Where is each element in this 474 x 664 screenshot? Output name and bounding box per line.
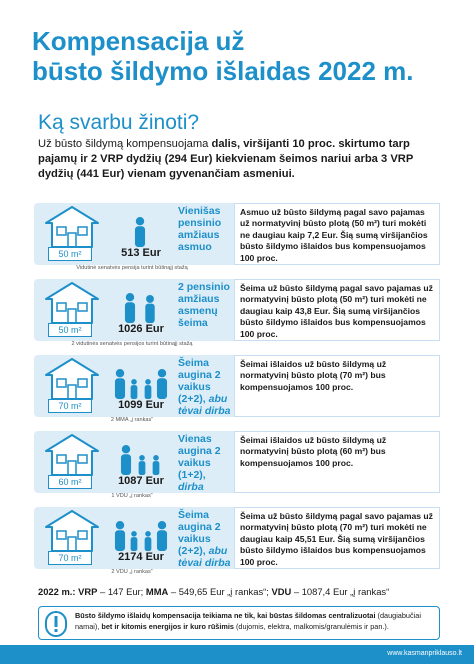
income-amount: 2174 Eur [118, 551, 164, 563]
definitions-line [38, 586, 438, 597]
income-amount: 1099 Eur [118, 399, 164, 411]
area-label: 60 m² [48, 475, 92, 489]
subheading: Ką svarbu žinoti? [38, 111, 200, 134]
explanation-text: Šeima už būsto šildymą pagal savo pajamas už normatyvinį būsto plotą (70 m²) turi mokėti ne daugiau kaip 45,51 Eur. Šią sumą viršijančios būsto šildymo išlaidos bus kompensuojamos 100 proc. [240, 511, 433, 567]
income-amount: 1026 Eur [118, 323, 164, 335]
people-icon [110, 509, 170, 551]
household-type: Vienišas pensinio amžiaus asmuo [178, 205, 222, 253]
website-link[interactable]: www.kasmanpriklauso.lt [387, 650, 462, 657]
vrp-value: – 147 Eur; [97, 586, 146, 597]
household-description [178, 357, 234, 417]
household-note: abu tėvai dirba [178, 393, 231, 417]
example-row [34, 507, 440, 575]
info-text [75, 611, 435, 632]
explanation-text: Šeima už būsto šildymą pagal savo pajamas už normatyvinį būsto plotą (50 m²) turi mokėti ne daugiau kaip 43,8 Eur. Šią sumą viršijančios būsto šildymo išlaidos bus kompensuojamos 100 proc. [240, 283, 433, 339]
vrp-label: VRP [78, 586, 98, 597]
income-source-note: 2 MMA „į rankas“ [110, 417, 154, 423]
people-icon [110, 205, 170, 247]
area-label: 50 m² [48, 323, 92, 337]
page-title [32, 26, 452, 86]
area-label: 70 m² [48, 551, 92, 565]
info-bold-2: bet ir kitomis energijos ir kuro rūšimis [101, 621, 234, 631]
info-icon [45, 611, 67, 635]
income-amount: 1087 Eur [118, 475, 164, 487]
income-source-note: Vidutinė senatvės pensija turint būtinąjį stažą [76, 265, 188, 271]
mma-value: – 549,65 Eur „į rankas“; [168, 586, 272, 597]
income-source-note: 1 VDU „į rankas“ [111, 493, 153, 499]
intro-text: Už būsto šildymą kompensuojama [38, 138, 212, 150]
income-amount: 513 Eur [121, 247, 161, 259]
household-description [178, 205, 234, 253]
people-icon [110, 357, 170, 399]
bottom-bar [0, 645, 474, 664]
info-normal-2: (dujomis, elektra, malkomis/granulėmis ir pan.). [233, 621, 389, 631]
household-type: Vienas augina 2 vaikus (1+2), [178, 433, 221, 481]
people-icon [110, 433, 170, 475]
explanation-text: Asmuo už būsto šildymą pagal savo pajamas už normatyvinį būsto plotą (50 m²) turi mokėti ne daugiau kaip 7,2 Eur. Šią sumą viršijančios būsto šildymo išlaidos bus kompensuojamos 100 proc. [240, 207, 428, 263]
household-type: Šeima augina 2 vaikus (2+2), [178, 509, 221, 557]
household-note: dirba [178, 481, 204, 493]
income-source-note: 2 vidutinės senatvės pensijos turint būtinąjį stažą [71, 341, 193, 347]
household-description [178, 433, 234, 493]
example-row [34, 279, 440, 347]
info-box [38, 606, 440, 640]
household-description [178, 509, 234, 569]
mma-label: MMA [145, 586, 169, 597]
example-row [34, 203, 440, 271]
explanation-text: Šeimai išlaidos už būsto šildymą už normatyvinį būsto plotą (70 m²) bus kompensuojamos 100 proc. [240, 359, 387, 392]
household-description [178, 281, 234, 329]
area-label: 50 m² [48, 247, 92, 261]
area-label: 70 m² [48, 399, 92, 413]
title-line-2: būsto šildymo išlaidas 2022 m. [32, 56, 414, 86]
info-normal-1: (daugiabučiai namai), [75, 611, 421, 631]
income-source-note: 2 VDU „į rankas“ [111, 569, 153, 575]
household-type: Šeima augina 2 vaikus (2+2), [178, 357, 221, 405]
people-icon [110, 281, 170, 323]
example-row [34, 431, 440, 499]
vdu-label: VDU [271, 586, 292, 597]
household-type: 2 pensinio amžiaus asmenų šeima [178, 281, 230, 329]
household-note: abu tėvai dirba [178, 545, 231, 569]
intro-bold-text: dalis, viršijanti 10 proc. skirtumo tarp pajamų ir 2 VRP dydžių (294 Eur) kiekvienam šeimos nariui arba 3 VRP dydžių (441 Eur) vienam gyvenančiam asmeniui. [38, 138, 414, 180]
example-row [34, 355, 440, 423]
info-bold-1: Būsto šildymo išlaidų kompensacija teikiama ne tik, kai būstas šildomas centralizuotai [75, 611, 376, 620]
intro-paragraph [38, 137, 438, 182]
year-label: 2022 m.: [38, 586, 76, 597]
explanation-text: Šeimai išlaidos už būsto šildymą už normatyvinį būsto plotą (60 m²) bus kompensuojamos 100 proc. [240, 435, 387, 468]
title-line-1: Kompensacija už [32, 26, 245, 56]
vdu-value: – 1087,4 Eur „į rankas“ [291, 586, 390, 597]
